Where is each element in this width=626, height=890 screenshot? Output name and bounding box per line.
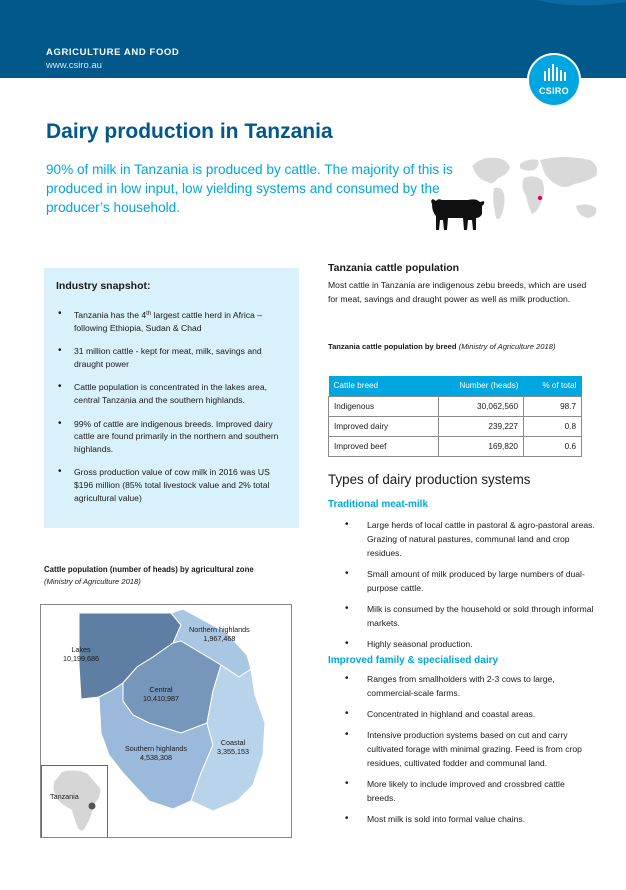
industry-snapshot-box bbox=[44, 268, 299, 528]
snapshot-title: Industry snapshot: bbox=[56, 280, 151, 292]
list-item: • Intensive production systems based on cut and carry cultivated forage with minimal grazing. Feed is from crop residues, cultivated fodder and communal land. bbox=[345, 728, 595, 770]
cattle-population-table bbox=[328, 376, 582, 457]
tanzania-highlight bbox=[89, 803, 96, 810]
zone-label-southern: Southern highlands 4,538,308 bbox=[125, 744, 187, 762]
list-item: • Large herds of local cattle in pastoral & agro-pastoral areas. Grazing of natural pastures, communal land and crop residues. bbox=[345, 518, 595, 560]
list-item: • Ranges from smallholders with 2-3 cows to large, commercial-scale farms. bbox=[345, 672, 595, 700]
improved-heading: Improved family & specialised dairy bbox=[328, 655, 499, 666]
csiro-logo bbox=[527, 53, 581, 107]
zone-label-lakes: Lakes 10,199,686 bbox=[63, 645, 99, 663]
table-cell: Indigenous bbox=[329, 396, 439, 416]
list-item: • Milk is consumed by the household or sold through informal markets. bbox=[345, 602, 595, 630]
table-cell: Improved dairy bbox=[329, 416, 439, 436]
table-cell: 0.6 bbox=[524, 436, 582, 456]
lead-paragraph: 90% of milk in Tanzania is produced by cattle. The majority of this is produced in low input, low yielding systems and consumed by the producer’s household. bbox=[46, 162, 453, 215]
traditional-list bbox=[345, 518, 595, 658]
zone-label-coastal: Coastal 3,355,153 bbox=[217, 738, 249, 756]
world-map-icon bbox=[468, 152, 604, 236]
table-cell: Improved beef bbox=[329, 436, 439, 456]
table-row bbox=[329, 436, 582, 456]
cow-icon bbox=[428, 192, 486, 234]
list-item: • More likely to include improved and crossbred cattle breeds. bbox=[345, 777, 595, 805]
africa-inset-map bbox=[41, 765, 108, 838]
map-source: (Ministry of Agriculture 2018) bbox=[44, 577, 141, 586]
table-header-row bbox=[329, 376, 582, 396]
snapshot-list bbox=[56, 308, 288, 515]
inset-label: Tanzania bbox=[50, 792, 79, 801]
page-title: Dairy production in Tanzania bbox=[46, 120, 333, 143]
zone-label-northern: Northern highlands 1,967,468 bbox=[189, 625, 250, 643]
snapshot-item: • 99% of cattle are indigenous breeds. Improved dairy cattle are found primarily in the northern and southern highlands. bbox=[56, 418, 288, 456]
traditional-heading: Traditional meat-milk bbox=[328, 499, 429, 510]
logo-bars-icon bbox=[542, 63, 570, 83]
table-cell: 0.8 bbox=[524, 416, 582, 436]
zone-label-central: Central 10,410,987 bbox=[143, 685, 179, 703]
table-cell: 169,820 bbox=[439, 436, 524, 456]
table-row bbox=[329, 416, 582, 436]
list-item: • Most milk is sold into formal value chains. bbox=[345, 812, 595, 826]
snapshot-item: • 31 million cattle - kept for meat, milk, savings and draught power bbox=[56, 345, 288, 370]
table-cell: 98.7 bbox=[524, 396, 582, 416]
list-item: • Highly seasonal production. bbox=[345, 637, 595, 651]
table-cell: 30,062,560 bbox=[439, 396, 524, 416]
table-cell: 239,227 bbox=[439, 416, 524, 436]
systems-heading: Types of dairy production systems bbox=[328, 472, 531, 487]
snapshot-item: • Tanzania has the 4th largest cattle herd in Africa – following Ethiopia, Sudan & Chad bbox=[56, 308, 288, 334]
logo-text: CSIRO bbox=[538, 86, 569, 96]
table-row bbox=[329, 396, 582, 416]
website-link[interactable]: www.csiro.au bbox=[46, 60, 102, 71]
tanzania-zone-map bbox=[40, 604, 292, 838]
snapshot-item: • Gross production value of cow milk in 2016 was US $196 million (85% total livestock value and 2% total agricultural value) bbox=[56, 466, 288, 504]
list-item: • Small amount of milk produced by large numbers of dual-purpose cattle. bbox=[345, 567, 595, 595]
table-header-cell: % of total bbox=[524, 376, 582, 396]
population-paragraph: Most cattle in Tanzania are indigenous zebu breeds, which are used for meat, savings and draught power as well as milk production. bbox=[328, 280, 587, 304]
list-item: • Concentrated in highland and coastal areas. bbox=[345, 707, 595, 721]
program-label: AGRICULTURE AND FOOD bbox=[46, 47, 180, 58]
table-header-cell: Cattle breed bbox=[329, 376, 439, 396]
improved-list bbox=[345, 672, 595, 833]
population-heading: Tanzania cattle population bbox=[328, 262, 460, 274]
snapshot-item: • Cattle population is concentrated in the lakes area, central Tanzania and the southern highlands. bbox=[56, 381, 288, 406]
table-header-cell: Number (heads) bbox=[439, 376, 524, 396]
table-caption: Tanzania cattle population by breed (Ministry of Agriculture 2018) bbox=[328, 342, 556, 351]
map-caption: Cattle population (number of heads) by agricultural zone bbox=[44, 565, 254, 574]
